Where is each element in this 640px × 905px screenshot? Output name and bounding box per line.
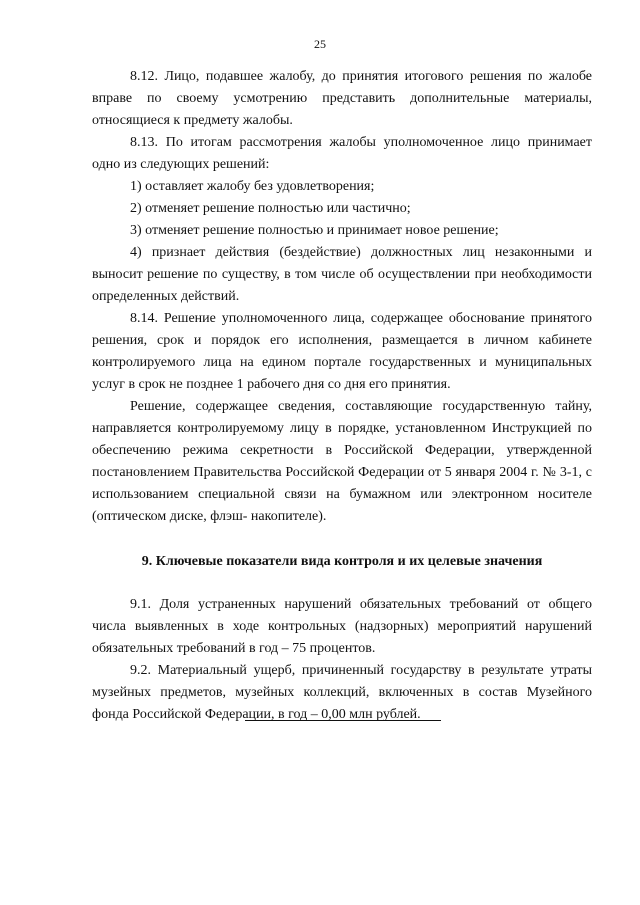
paragraph-8-14: 8.14. Решение уполномоченного лица, содержащее обоснование принятого решения, срок и порядок его исполнения, размещается в личном кабинете контролируемого лица на едином портале государственных и муниципальных услуг в срок не позднее 1 рабочего дня со дня его принятия. [92,311,592,392]
paragraph-secret-info: Решение, содержащее сведения, составляющие государственную тайну, направляется контролируемому лицу в порядке, установленном Инструкцией по обеспечению режима секретности в Российской Федерации, утвержденной постановлением Правительства Российской Федерации от 5 января 2004 г. № 3-1, с использованием специальной связи на бумажном или электронном носителе (оптическом диске, флэш- накопителе). [92,399,592,524]
list-item: 2) отменяет решение полностью или частично; [130,201,411,216]
list-item: 3) отменяет решение полностью и принимает новое решение; [130,223,499,238]
list-item: 4) признает действия (бездействие) должностных лиц незаконными и выносит решение по существу, в том числе об осуществлении при необходимости определенных действий. [92,245,592,304]
list-item: 1) оставляет жалобу без удовлетворения; [130,179,375,194]
page-number: 25 [314,37,326,51]
paragraph-9-2: 9.2. Материальный ущерб, причиненный государству в результате утраты музейных предметов, музейных коллекций, включенных в состав Музейного фонда Российской Федерации, в год – 0,00 млн рублей. [92,663,592,722]
section-heading: 9. Ключевые показатели вида контроля и их целевые значения [141,554,543,569]
paragraph-8-13: 8.13. По итогам рассмотрения жалобы уполномоченное лицо принимает одно из следующих решений: [92,135,592,172]
paragraph-9-1: 9.1. Доля устраненных нарушений обязательных требований от общего числа выявленных в ходе контрольных (надзорных) мероприятий нарушений обязательных требований в год – 75 процентов. [92,597,592,656]
end-divider-line [245,720,441,721]
document-body [92,66,592,726]
paragraph-8-12: 8.12. Лицо, подавшее жалобу, до принятия итогового решения по жалобе вправе по своему усмотрению представить дополнительные материалы, относящиеся к предмету жалобы. [92,69,592,128]
